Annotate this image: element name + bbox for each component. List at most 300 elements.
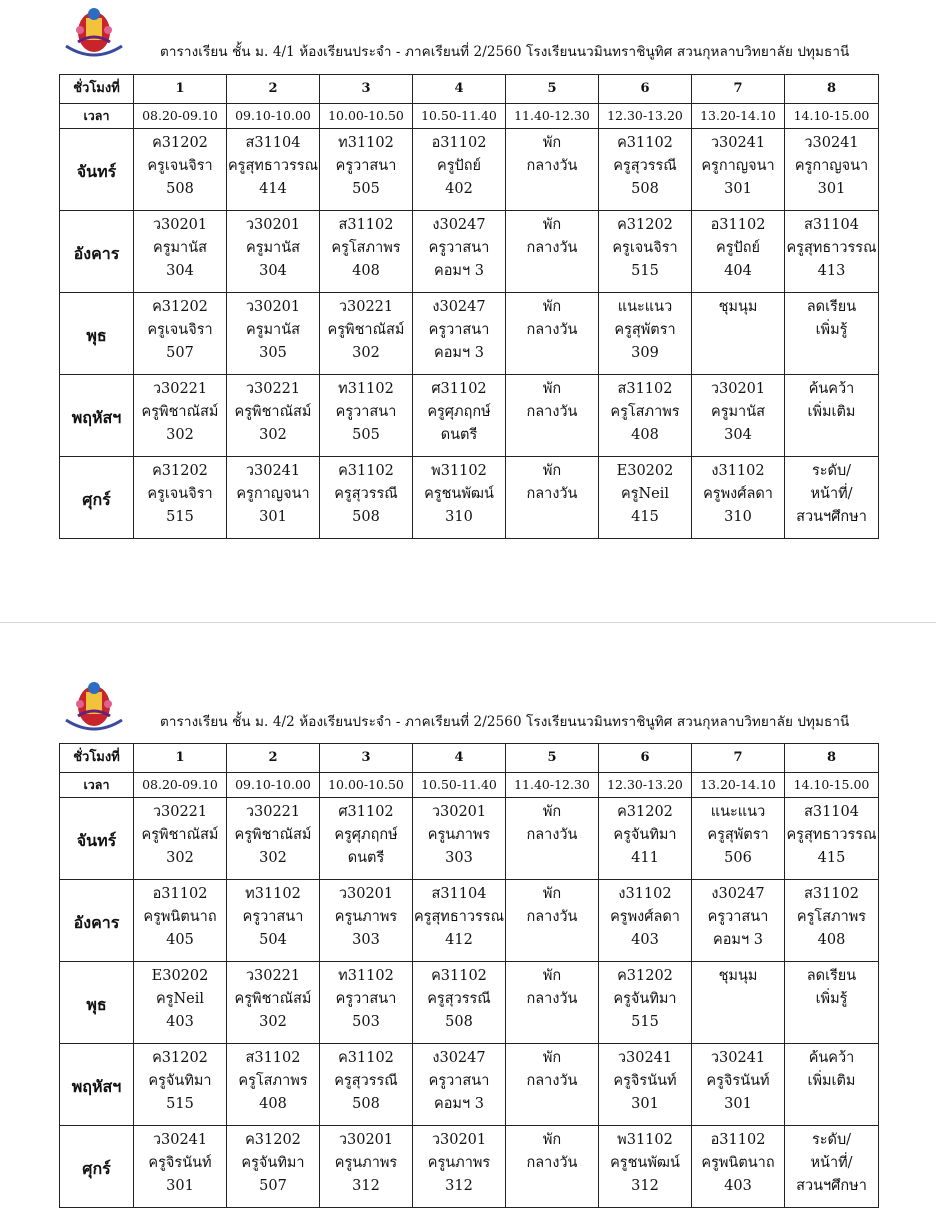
school-logo (60, 2, 128, 62)
class-cell (599, 962, 692, 1044)
period-header-label: ชั่วโมงที่ (60, 75, 134, 104)
class-cell (413, 375, 506, 457)
time-slot: 09.10-10.00 (227, 104, 320, 129)
class-cell (692, 1044, 785, 1126)
teacher-name: ครูพิชาณัสม์ (234, 404, 312, 420)
class-code: แนะแนว (710, 804, 766, 820)
room: 302 (259, 850, 287, 866)
class-code: พัก (542, 804, 562, 820)
teacher-name: ครูนภาพร (334, 1155, 398, 1171)
day-name: อังคาร (60, 211, 134, 293)
class-code: ท31102 (338, 135, 394, 151)
time-label: เวลา (60, 773, 134, 798)
teacher-name: ครูวาสนา (335, 991, 397, 1007)
class-cell (320, 798, 413, 880)
class-code: ง31102 (711, 463, 765, 479)
class-cell (134, 798, 227, 880)
room: ดนตรี (347, 850, 385, 866)
class-code: ว30241 (710, 135, 766, 151)
teacher-name: ครูนภาพร (334, 909, 398, 925)
room: 404 (724, 263, 752, 279)
room: 302 (259, 1014, 287, 1030)
day-row (60, 293, 879, 375)
time-slot: 11.40-12.30 (506, 104, 599, 129)
room: 504 (259, 932, 287, 948)
room: 408 (817, 932, 846, 948)
class-cell (413, 880, 506, 962)
period-header-row (60, 75, 879, 104)
class-cell (134, 962, 227, 1044)
room: 412 (445, 932, 473, 948)
room: คอมฯ 3 (434, 1096, 484, 1112)
teacher-name: ครูมานัส (153, 240, 207, 256)
class-code: ระดับ/ (811, 1132, 852, 1148)
class-cell (506, 1044, 599, 1126)
class-cell (599, 1044, 692, 1126)
class-cell (692, 457, 785, 539)
teacher-name: ครูโสภาพร (610, 404, 680, 420)
class-cell (320, 457, 413, 539)
class-cell (785, 798, 879, 880)
teacher-name: ครูมานัส (246, 322, 300, 338)
class-cell (134, 293, 227, 375)
class-code: ระดับ/ (811, 463, 852, 479)
class-cell (134, 129, 227, 211)
class-cell (506, 457, 599, 539)
class-code: ง31102 (618, 886, 672, 902)
teacher-name: กลางวัน (526, 909, 578, 925)
period-number: 6 (599, 744, 692, 773)
time-row (60, 773, 879, 798)
room: ดนตรี (440, 427, 478, 443)
class-cell (785, 129, 879, 211)
class-cell (785, 211, 879, 293)
class-code: ค31202 (152, 1050, 208, 1066)
room: 310 (445, 509, 473, 525)
teacher-name: ครูมานัส (246, 240, 300, 256)
room: 508 (445, 1014, 473, 1030)
teacher-name: ครูสุทธาวรรณ (227, 158, 319, 174)
teacher-name: ครูวาสนา (428, 1073, 490, 1089)
schedule-table (59, 74, 879, 539)
class-code: ว30221 (245, 968, 301, 984)
class-code: อ31102 (710, 217, 766, 233)
class-code: ส31102 (338, 217, 394, 233)
class-cell (785, 375, 879, 457)
class-code: ง30247 (432, 299, 486, 315)
class-code: ค31102 (617, 135, 673, 151)
class-code: ส31104 (804, 804, 859, 820)
class-cell (692, 129, 785, 211)
day-row (60, 1044, 879, 1126)
time-row (60, 104, 879, 129)
school-logo (60, 676, 128, 736)
class-cell (320, 1044, 413, 1126)
class-code: ค31202 (245, 1132, 301, 1148)
room: 508 (352, 1096, 380, 1112)
room: 303 (445, 850, 473, 866)
teacher-name: กลางวัน (526, 404, 578, 420)
period-number: 6 (599, 75, 692, 104)
class-code: อ31102 (710, 1132, 766, 1148)
period-number: 4 (413, 75, 506, 104)
teacher-name: ครูวาสนา (335, 158, 397, 174)
class-cell (320, 293, 413, 375)
time-slot: 10.00-10.50 (320, 104, 413, 129)
room: 415 (631, 509, 659, 525)
room: 508 (631, 181, 659, 197)
day-row (60, 962, 879, 1044)
class-code: ลดเรียน (806, 299, 857, 315)
class-cell (413, 1126, 506, 1208)
class-code: พัก (542, 1132, 562, 1148)
teacher-name: ครูสุทธาวรรณ (786, 240, 877, 256)
room: สวนฯศึกษา (796, 509, 867, 525)
room: คอมฯ 3 (713, 932, 763, 948)
class-code: พ31102 (431, 463, 487, 479)
class-code: พัก (542, 463, 562, 479)
class-cell (506, 375, 599, 457)
class-code: พัก (542, 135, 562, 151)
teacher-name: ครูวาสนา (428, 322, 490, 338)
teacher-name: ครูสุพัตรา (614, 322, 676, 338)
day-row (60, 457, 879, 539)
time-slot: 13.20-14.10 (692, 104, 785, 129)
day-name: ศุกร์ (60, 1126, 134, 1208)
teacher-name: ครูปัถย์ (716, 240, 760, 256)
class-cell (506, 1126, 599, 1208)
teacher-name: ครูNeil (155, 991, 205, 1007)
class-code: พัก (542, 968, 562, 984)
room: 505 (352, 181, 380, 197)
room: สวนฯศึกษา (796, 1178, 867, 1194)
teacher-name: ครูพนิตนาถ (143, 909, 217, 925)
class-cell (692, 798, 785, 880)
teacher-name: ครูจันทิมา (613, 991, 677, 1007)
class-code: ค31102 (338, 1050, 394, 1066)
room: 507 (259, 1178, 287, 1194)
class-code: ว30201 (245, 299, 301, 315)
room: 301 (724, 1096, 752, 1112)
teacher-name: ครูสุทธาวรรณ (413, 909, 505, 925)
schedule-title: ตารางเรียน ชั้น ม. 4/1 ห้องเรียนประจำ - ภาคเรียนที่ 2/2560 โรงเรียนนวมินทราชินูทิศ สวนกุหลาบวิทยาลัย ปทุมธานี (160, 44, 850, 60)
room: 414 (259, 181, 287, 197)
class-cell (320, 962, 413, 1044)
class-code: ว30201 (431, 1132, 487, 1148)
teacher-name: ครูพงศ์ลดา (703, 486, 773, 502)
class-cell (506, 962, 599, 1044)
period-number: 2 (227, 75, 320, 104)
schedule-table (59, 743, 879, 1208)
class-code: ลดเรียน (806, 968, 857, 984)
teacher-name: ครูพงศ์ลดา (610, 909, 680, 925)
class-cell (227, 293, 320, 375)
class-cell (227, 1044, 320, 1126)
teacher-name: กลางวัน (526, 240, 578, 256)
class-code: ว30201 (152, 217, 208, 233)
room: 408 (352, 263, 380, 279)
class-cell (227, 798, 320, 880)
class-code: ว30201 (338, 1132, 394, 1148)
class-cell (227, 962, 320, 1044)
class-cell (320, 880, 413, 962)
class-cell (227, 211, 320, 293)
class-code: ว30241 (152, 1132, 208, 1148)
day-name: จันทร์ (60, 798, 134, 880)
class-cell (320, 1126, 413, 1208)
room: 301 (631, 1096, 659, 1112)
period-number: 5 (506, 744, 599, 773)
class-code: ค31202 (152, 299, 208, 315)
class-code: พัก (542, 886, 562, 902)
class-cell (692, 880, 785, 962)
room: 403 (631, 932, 659, 948)
class-cell (134, 880, 227, 962)
room: 302 (166, 850, 194, 866)
time-slot: 08.20-09.10 (134, 104, 227, 129)
room: 415 (817, 850, 846, 866)
class-cell (227, 1126, 320, 1208)
teacher-name: ครูนภาพร (427, 1155, 491, 1171)
class-cell (692, 293, 785, 375)
teacher-name: ครูโสภาพร (238, 1073, 308, 1089)
period-number: 8 (785, 75, 879, 104)
teacher-name: กลางวัน (526, 486, 578, 502)
teacher-name: ครูศุภฤกษ์ (334, 827, 398, 843)
room: 310 (724, 509, 752, 525)
class-cell (413, 129, 506, 211)
class-cell (692, 211, 785, 293)
time-slot: 14.10-15.00 (785, 773, 879, 798)
class-cell (599, 1126, 692, 1208)
teacher-name: หน้าที่/ (810, 1155, 853, 1171)
class-cell (227, 880, 320, 962)
teacher-name: ครูเจนจิรา (147, 486, 213, 502)
room: 301 (166, 1178, 194, 1194)
room: 312 (631, 1178, 659, 1194)
class-code: ชุมนุม (718, 299, 758, 315)
class-cell (227, 375, 320, 457)
day-name: พุธ (60, 293, 134, 375)
room: 408 (631, 427, 659, 443)
class-code: ว30201 (338, 886, 394, 902)
day-name: พุธ (60, 962, 134, 1044)
class-code: อ31102 (431, 135, 487, 151)
teacher-name: ครูเจนจิรา (147, 322, 213, 338)
class-cell (413, 798, 506, 880)
time-slot: 12.30-13.20 (599, 104, 692, 129)
teacher-name: ครูกาญจนา (794, 158, 869, 174)
teacher-name: ครูชนพัฒน์ (424, 486, 494, 502)
class-code: ว30221 (338, 299, 394, 315)
teacher-name: กลางวัน (526, 1073, 578, 1089)
class-code: ว30201 (431, 804, 487, 820)
room: 403 (724, 1178, 752, 1194)
room: 413 (817, 263, 846, 279)
time-slot: 10.00-10.50 (320, 773, 413, 798)
teacher-name: ครูสุพัตรา (707, 827, 769, 843)
class-code: ค้นคว้า (808, 1050, 855, 1066)
class-code: ง30247 (432, 1050, 486, 1066)
class-cell (785, 1044, 879, 1126)
day-name: ศุกร์ (60, 457, 134, 539)
room: 304 (724, 427, 752, 443)
teacher-name: กลางวัน (526, 1155, 578, 1171)
time-slot: 12.30-13.20 (599, 773, 692, 798)
teacher-name: ครูสุวรรณี (334, 1073, 398, 1089)
room: 408 (259, 1096, 287, 1112)
class-cell (785, 293, 879, 375)
day-name: พฤหัสฯ (60, 375, 134, 457)
time-label: เวลา (60, 104, 134, 129)
class-code: ว30221 (245, 804, 301, 820)
teacher-name: ครูพิชาณัสม์ (327, 322, 405, 338)
period-number: 7 (692, 75, 785, 104)
class-code: ชุมนุม (718, 968, 758, 984)
room: 303 (352, 932, 380, 948)
class-cell (599, 375, 692, 457)
class-code: ส31104 (804, 217, 859, 233)
page-separator (0, 622, 936, 623)
teacher-name: ครูวาสนา (707, 909, 769, 925)
room: 301 (817, 181, 846, 197)
class-code: ค31202 (617, 804, 673, 820)
class-code: แนะแนว (617, 299, 673, 315)
period-number: 8 (785, 744, 879, 773)
schedule-page-2 (0, 624, 936, 1200)
class-code: ท31102 (245, 886, 301, 902)
room: 301 (724, 181, 752, 197)
room: 515 (631, 1014, 659, 1030)
class-code: ค31202 (152, 135, 208, 151)
teacher-name: ครูNeil (620, 486, 670, 502)
class-cell (134, 211, 227, 293)
class-cell (506, 798, 599, 880)
teacher-name: เพิ่มเติม (807, 404, 856, 420)
room: 304 (166, 263, 194, 279)
teacher-name: ครูพนิตนาถ (701, 1155, 775, 1171)
teacher-name: ครูพิชาณัสม์ (234, 827, 312, 843)
class-code: ค31202 (152, 463, 208, 479)
time-slot: 13.20-14.10 (692, 773, 785, 798)
period-number: 2 (227, 744, 320, 773)
class-cell (227, 457, 320, 539)
day-row (60, 375, 879, 457)
teacher-name: ครูชนพัฒน์ (610, 1155, 680, 1171)
room: 302 (259, 427, 287, 443)
class-code: ค31202 (617, 968, 673, 984)
class-code: ว30241 (804, 135, 859, 151)
room: คอมฯ 3 (434, 263, 484, 279)
teacher-name: ครูปัถย์ (437, 158, 481, 174)
class-cell (785, 457, 879, 539)
room: 402 (445, 181, 473, 197)
class-cell (134, 1044, 227, 1126)
teacher-name: เพิ่มรู้ (815, 322, 848, 338)
room: 312 (352, 1178, 380, 1194)
teacher-name: ครูศุภฤกษ์ (427, 404, 491, 420)
teacher-name: ครูจันทิมา (613, 827, 677, 843)
class-cell (785, 962, 879, 1044)
class-code: ส31102 (245, 1050, 301, 1066)
class-cell (134, 457, 227, 539)
teacher-name: ครูเจนจิรา (147, 158, 213, 174)
class-cell (506, 211, 599, 293)
time-slot: 08.20-09.10 (134, 773, 227, 798)
room: 304 (259, 263, 287, 279)
room: 405 (166, 932, 194, 948)
room: 508 (352, 509, 380, 525)
teacher-name: เพิ่มรู้ (815, 991, 848, 1007)
class-cell (413, 1044, 506, 1126)
day-row (60, 798, 879, 880)
class-cell (785, 880, 879, 962)
class-cell (413, 962, 506, 1044)
class-cell (134, 1126, 227, 1208)
day-row (60, 129, 879, 211)
class-code: ค31102 (338, 463, 394, 479)
teacher-name: ครูมานัส (711, 404, 765, 420)
day-row (60, 211, 879, 293)
class-code: ค31202 (617, 217, 673, 233)
class-code: ส31102 (617, 381, 673, 397)
teacher-name: ครูพิชาณัสม์ (141, 827, 219, 843)
class-cell (506, 129, 599, 211)
class-cell (692, 1126, 785, 1208)
teacher-name: ครูจันทิมา (148, 1073, 212, 1089)
teacher-name: ครูกาญจนา (236, 486, 310, 502)
class-cell (413, 293, 506, 375)
teacher-name: ครูนภาพร (427, 827, 491, 843)
room: 301 (259, 509, 287, 525)
class-code: ศ31102 (431, 381, 487, 397)
class-code: ว30221 (152, 381, 208, 397)
class-code: ส31104 (245, 135, 301, 151)
teacher-name: ครูจิรนันท์ (613, 1073, 677, 1089)
class-code: ง30247 (432, 217, 486, 233)
class-cell (692, 375, 785, 457)
class-code: ศ31102 (338, 804, 394, 820)
teacher-name: ครูสุวรรณี (427, 991, 491, 1007)
class-code: ท31102 (338, 968, 394, 984)
teacher-name: ครูโสภาพร (796, 909, 867, 925)
class-code: พัก (542, 1050, 562, 1066)
class-code: ง30247 (711, 886, 765, 902)
class-code: ว30221 (152, 804, 208, 820)
period-number: 3 (320, 744, 413, 773)
room: 503 (352, 1014, 380, 1030)
class-code: ว30241 (710, 1050, 766, 1066)
teacher-name: กลางวัน (526, 827, 578, 843)
time-slot: 10.50-11.40 (413, 104, 506, 129)
class-cell (599, 798, 692, 880)
teacher-name: ครูสุวรรณี (613, 158, 677, 174)
class-code: E30202 (616, 463, 674, 479)
class-cell (227, 129, 320, 211)
class-code: พ31102 (617, 1132, 673, 1148)
class-code: พัก (542, 217, 562, 233)
room: 506 (724, 850, 752, 866)
class-code: ว30201 (245, 217, 301, 233)
teacher-name: ครูวาสนา (335, 404, 397, 420)
teacher-name: ครูจันทิมา (241, 1155, 305, 1171)
teacher-name: ครูกาญจนา (701, 158, 775, 174)
room: 411 (631, 850, 659, 866)
teacher-name: หน้าที่/ (810, 486, 853, 502)
class-cell (599, 457, 692, 539)
teacher-name: ครูสุวรรณี (334, 486, 398, 502)
teacher-name: กลางวัน (526, 991, 578, 1007)
